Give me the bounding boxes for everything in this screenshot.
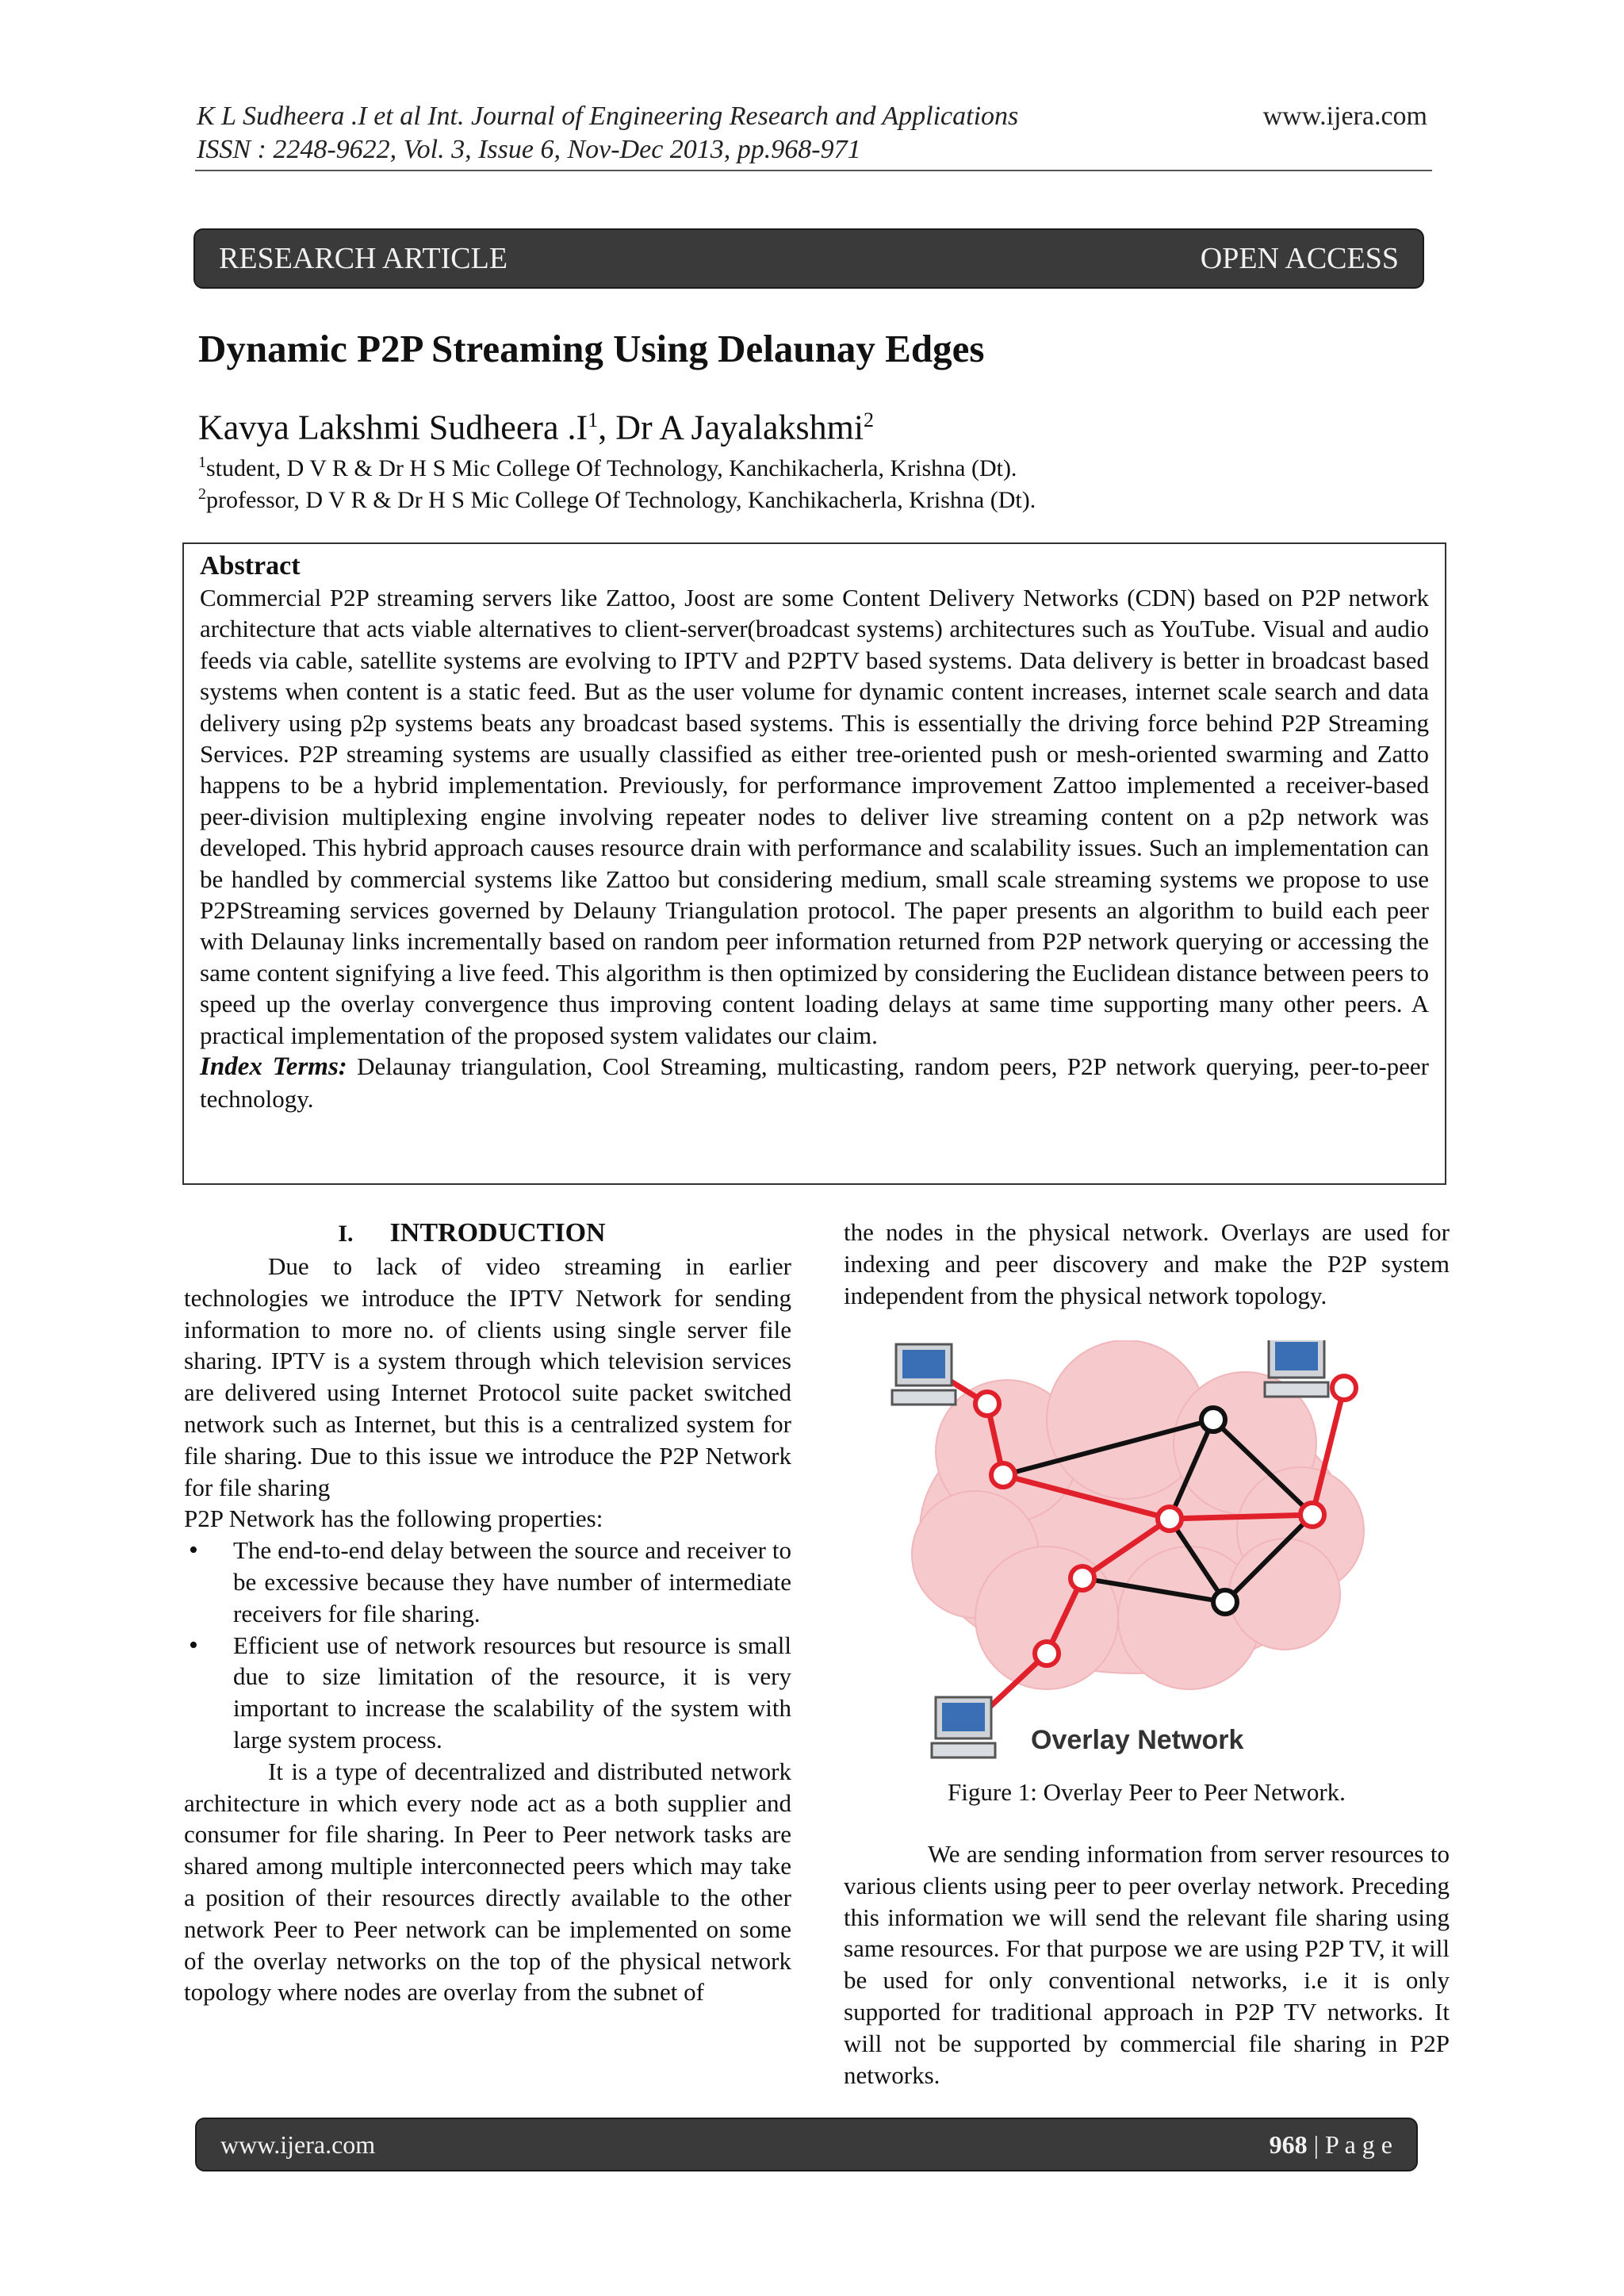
- page-separator: |: [1307, 2129, 1325, 2159]
- research-article-label: RESEARCH ARTICLE: [219, 242, 508, 275]
- section-title: INTRODUCTION: [389, 1218, 606, 1248]
- index-terms: [200, 1051, 1429, 1114]
- peer-node: [1035, 1642, 1059, 1665]
- intro-paragraph-3: the nodes in the physical network. Overlays are used for indexing and peer discovery and make the P2P system independent from the physical network topology.: [844, 1218, 1450, 1309]
- intro-paragraph-1: Due to lack of video streaming in earlier technologies we introduce the IPTV Network for sending information to more no. of clients using single server file sharing. IPTV is a system through which television services are delivered using Internet Protocol suite packet switched network such as Internet, but this is a centralized system for file sharing. Due to this issue we introduce the P2P Network for file sharing: [184, 1252, 791, 1501]
- section-heading-introduction: [184, 1217, 791, 1251]
- page-number-label: [1270, 2130, 1392, 2160]
- affiliation-2: [198, 479, 1036, 516]
- properties-list: [184, 1535, 791, 1756]
- affiliation-2-text: professor, D V R & Dr H S Mic College Of Technology, Kanchikacherla, Krishna (Dt).: [206, 487, 1036, 513]
- section-number: I.: [338, 1221, 354, 1247]
- abstract-heading: Abstract: [200, 551, 301, 581]
- journal-citation-line: K L Sudheera .I et al Int. Journal of Engineering Research and Applications: [197, 102, 1019, 131]
- page-footer: [197, 2119, 1416, 2170]
- open-access-label: OPEN ACCESS: [1200, 242, 1399, 275]
- list-item: • Efficient use of network resources but resource is small due to size limitation of the resource, it is very important to increase the scalability of the system with large system process.: [184, 1630, 791, 1756]
- author-1-sup: 1: [588, 408, 599, 431]
- computer-icon: [892, 1344, 956, 1405]
- page-word: P a g e: [1324, 2129, 1392, 2159]
- affiliation-1-sup: 1: [198, 454, 206, 471]
- computer-icon: [1265, 1340, 1328, 1397]
- router-node: [1201, 1408, 1225, 1432]
- right-column-bottom: [844, 1838, 1450, 2091]
- header-divider: [195, 170, 1432, 171]
- computer-icon: [932, 1697, 995, 1757]
- footer-website-link[interactable]: www.ijera.com: [220, 2129, 376, 2159]
- overlay-network-figure: [888, 1340, 1380, 1769]
- properties-line: P2P Network has the following properties:: [184, 1504, 603, 1533]
- list-item: • The end-to-end delay between the source and receiver to be excessive because they have number of intermediate receivers for file sharing.: [184, 1535, 791, 1629]
- intro-paragraph-2: It is a type of decentralized and distributed network architecture in which every node act as a both supplier and consumer for file sharing. In Peer to Peer network tasks are shared among multiple interconnected peers which may take a position of their resources directly available to the other network Peer to Peer network can be implemented on some of the overlay networks on the top of the physical network topology where nodes are overlay from the subnet of: [184, 1757, 791, 2007]
- affiliation-2-sup: 2: [198, 485, 206, 503]
- journal-header: [197, 100, 1434, 167]
- figure-caption: Figure 1: Overlay Peer to Peer Network.: [948, 1778, 1346, 1806]
- page-number: 968: [1269, 2129, 1308, 2159]
- left-column: [184, 1217, 791, 2008]
- journal-issn-line: ISSN : 2248-9622, Vol. 3, Issue 6, Nov-Dec 2013, pp.968-971: [197, 135, 861, 164]
- peer-node: [1071, 1566, 1094, 1590]
- figure-label: Overlay Network: [1031, 1725, 1244, 1755]
- paper-title: Dynamic P2P Streaming Using Delaunay Edges: [198, 327, 985, 370]
- intro-paragraph-4: We are sending information from server resources to various clients using peer to peer overlay network. Preceding this information we will send the relevant file sharing using same resources. For that purpose we are using P2P TV, it will be used for only conventional networks, i.e it is only supported for traditional approach in P2P TV networks. It will not be supported by commercial file sharing in P2P networks.: [844, 1840, 1450, 2089]
- peer-node: [991, 1463, 1015, 1487]
- peer-node: [975, 1392, 999, 1416]
- index-terms-label: Index Terms:: [200, 1052, 347, 1082]
- header-website-link[interactable]: www.ijera.com: [1262, 102, 1427, 131]
- peer-node: [1332, 1376, 1356, 1400]
- peer-node: [1158, 1507, 1182, 1531]
- affiliation-1-text: student, D V R & Dr H S Mic College Of Technology, Kanchikacherla, Krishna (Dt).: [206, 455, 1017, 481]
- index-terms-text: Delaunay triangulation, Cool Streaming, multicasting, random peers, P2P network querying, peer-to-peer technology.: [200, 1052, 1430, 1113]
- article-type-banner: [195, 230, 1423, 287]
- abstract-box: [182, 542, 1446, 1185]
- author-line: [198, 398, 874, 450]
- author-separator: ,: [598, 408, 616, 447]
- right-column-top: [844, 1217, 1450, 1311]
- author-2-sup: 2: [864, 408, 875, 431]
- author-1: Kavya Lakshmi Sudheera .I: [198, 408, 588, 447]
- peer-node: [1300, 1503, 1324, 1527]
- author-2: Dr A Jayalakshmi: [615, 408, 864, 447]
- router-node: [1213, 1590, 1237, 1614]
- abstract-text: Commercial P2P streaming servers like Zattoo, Joost are some Content Delivery Networks (CDN) based on P2P network architecture that acts viable alternatives to client-server(broadcast systems) architectures such as YouTube. Visual and audio feeds via cable, satellite systems are evolving to IPTV and P2PTV based systems. Data delivery is better in broadcast based systems when content is a static feed. But as the user volume for dynamic content increases, internet scale search and data delivery using p2p systems beats any broadcast based systems. This is essentially the driving force behind P2P Streaming Services. P2P streaming systems are usually classified as either tree-oriented push or mesh-oriented swarming and Zatto happens to be a hybrid implementation. Previously, for performance improvement Zattoo implemented a receiver-based peer-division multiplexing engine involving repeater nodes to deliver live streaming content on a p2p network was developed. This hybrid approach causes resource drain with performance and scalability issues. Such an implementation can be handled by commercial systems like Zattoo but considering medium, small scale streaming systems we propose to use P2PStreaming services governed by Delauny Triangulation protocol. The paper presents an algorithm to build each peer with Delaunay links incrementally based on random peer information returned from P2P network querying or accessing the same content signifying a live feed. This algorithm is then optimized by considering the Euclidean distance between peers to speed up the overlay convergence thus improving content loading delays at same time supporting many other peers. A practical implementation of the proposed system validates our claim.: [200, 584, 1429, 1049]
